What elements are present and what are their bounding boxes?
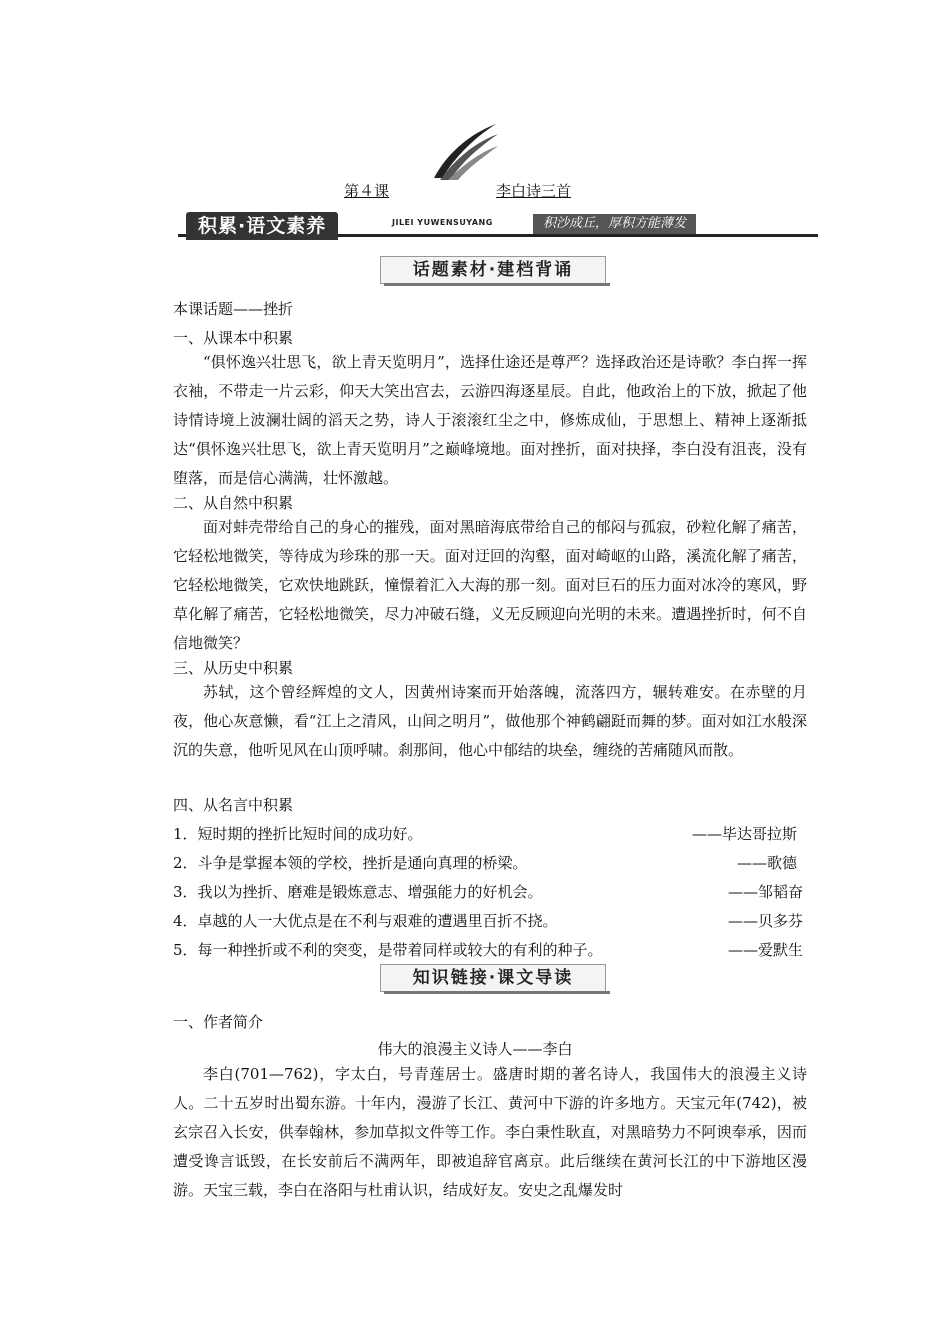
section-header-label: 话题素材·建档背诵: [380, 256, 606, 284]
quote-row: [173, 911, 807, 931]
quote-text: 2．斗争是掌握本领的学校，挫折是通向真理的桥梁。: [173, 854, 528, 872]
topic-line: 本课话题——挫折: [173, 300, 294, 318]
quote-text: 3．我以为挫折、磨难是锻炼意志、增强能力的好机会。: [173, 883, 543, 901]
quote-row: [173, 940, 807, 960]
quote-author: ——歌德: [736, 854, 797, 872]
section-header-topic: [380, 256, 606, 286]
paragraph-1: “俱怀逸兴壮思飞，欲上青天览明月”，选择仕途还是尊严？选择政治还是诗歌？李白挥一挥衣袖，不带走一片云彩，仰天大笑出宫去，云游四海逐星辰。自此，他政治上的下放，掀起了他诗情诗境上波澜壮阔的滔天之势，诗人于滚滚红尘之中，修炼成仙，于思想上、精神上逐渐抵达“俱怀逸兴壮思飞，欲上青天览明月”之巅峰境地。面对挫折，面对抉择，李白没有沮丧，没有堕落，而是信心满满，壮怀激越。: [173, 353, 807, 487]
banner-motto: 积沙成丘，厚积方能薄发: [533, 214, 696, 234]
quote-row: [173, 882, 807, 902]
quote-text: 1．短时期的挫折比短时间的成功好。: [173, 825, 423, 843]
banner-pinyin: JILEI YUWENSUYANG: [392, 218, 493, 227]
heading-3: 三、从历史中积累: [173, 659, 294, 677]
quote-text: 5．每一种挫折或不利的突变，是带着同样或较大的有利的种子。: [173, 941, 603, 959]
quote-author: ——毕达哥拉斯: [691, 825, 797, 843]
quote-author: ——爱默生: [727, 941, 803, 959]
paragraph-3: 苏轼，这个曾经辉煌的文人，因黄州诗案而开始落魄，流落四方，辗转难安。在赤壁的月夜，他心灰意懒，看“江上之清风，山间之明月”，做他那个神鹤翩跹而舞的梦。面对如江水般深沉的失意，他听见风在山顶呼啸。刹那间，他心中郁结的块垒，缠绕的苦痛随风而散。: [173, 683, 807, 759]
quote-author: ——邹韬奋: [727, 883, 803, 901]
banner-title: 积累·语文素养: [186, 212, 338, 240]
heading-author-intro: 一、作者简介: [173, 1013, 264, 1031]
heading-4: 四、从名言中积累: [173, 796, 294, 814]
lesson-title: [0, 180, 950, 204]
section-header-shadow: [384, 283, 610, 286]
heading-1: 一、从课本中积累: [173, 329, 294, 347]
section-banner: [178, 212, 818, 242]
quote-row: [173, 824, 807, 844]
section-header-reading: [380, 964, 606, 994]
paragraph-2: 面对蚌壳带给自己的身心的摧残，面对黑暗海底带给自己的郁闷与孤寂，砂粒化解了痛苦，它轻松地微笑，等待成为珍珠的那一天。面对迂回的沟壑，面对崎岖的山路，溪流化解了痛苦，它轻松地微笑，它欢快地跳跃，憧憬着汇入大海的那一刻。面对巨石的压力面对冰冷的寒风，野草化解了痛苦，它轻松地微笑，尽力冲破石缝，义无反顾迎向光明的未来。遭遇挫折时，何不自信地微笑？: [173, 518, 807, 652]
heading-2: 二、从自然中积累: [173, 494, 294, 512]
section-header-shadow: [384, 991, 610, 994]
quote-author: ——贝多芬: [727, 912, 803, 930]
author-paragraph: 李白(701—762)，字太白，号青莲居士。盛唐时期的著名诗人，我国伟大的浪漫主义诗人。二十五岁时出蜀东游。十年内，漫游了长江、黄河中下游的许多地方。天宝元年(742)，被玄宗召入长安，供奉翰林，参加草拟文件等工作。李白秉性耿直，对黑暗势力不阿谀奉承，因而遭受谗言诋毁，在长安前后不满两年，即被追辞官离京。此后继续在黄河长江的中下游地区漫游。天宝三载，李白在洛阳与杜甫认识，结成好友。安史之乱爆发时: [173, 1065, 807, 1199]
lesson-name: 李白诗三首: [496, 182, 572, 200]
swoosh-logo-icon: [430, 122, 500, 182]
quote-text: 4．卓越的人一大优点是在不利与艰难的遭遇里百折不挠。: [173, 912, 558, 930]
lesson-number: 第４课: [344, 182, 390, 200]
section-header-label: 知识链接·课文导读: [380, 964, 606, 992]
quote-row: [173, 853, 807, 873]
author-subtitle: 伟大的浪漫主义诗人——李白: [377, 1040, 573, 1058]
